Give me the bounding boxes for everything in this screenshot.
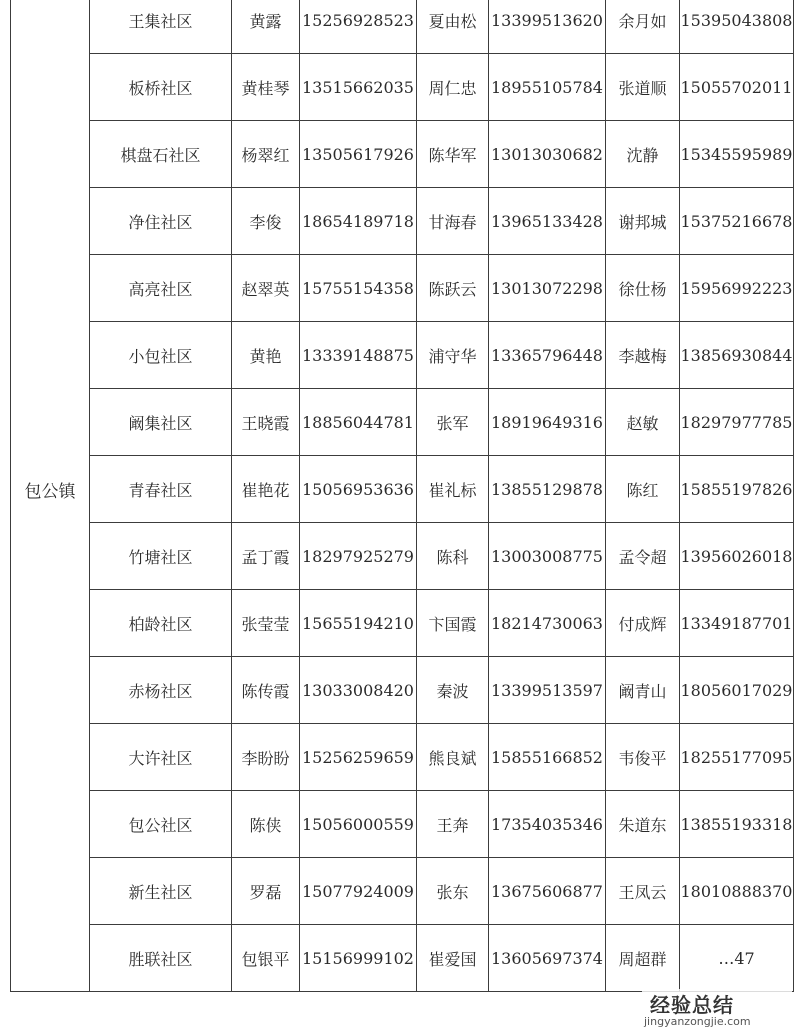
contact2-name-cell: 陈科 [417, 523, 489, 590]
contact3-phone-cell: 15055702011 [680, 54, 794, 121]
contact2-name-cell: 周仁忠 [417, 54, 489, 121]
contact1-name-cell: 陈传霞 [232, 657, 300, 724]
contact3-name-cell: 谢邦城 [606, 188, 680, 255]
contact1-name-cell: 黄桂琴 [232, 54, 300, 121]
community-cell: 阚集社区 [90, 389, 232, 456]
contact1-name-cell: 李盼盼 [232, 724, 300, 791]
table-body [11, 0, 794, 992]
table-row [11, 0, 794, 54]
table-row [11, 724, 794, 791]
contact3-phone-cell: 18297977785 [680, 389, 794, 456]
contact1-name-cell: 杨翠红 [232, 121, 300, 188]
contact2-name-cell: 崔礼标 [417, 456, 489, 523]
table-row [11, 255, 794, 322]
community-cell: 王集社区 [90, 0, 232, 54]
contact2-phone-cell: 18955105784 [489, 54, 606, 121]
table-row [11, 389, 794, 456]
table-row [11, 925, 794, 992]
contact2-name-cell: 崔爱国 [417, 925, 489, 992]
contact1-name-cell: 张莹莹 [232, 590, 300, 657]
contact2-phone-cell: 13365796448 [489, 322, 606, 389]
contact1-phone-cell: 18856044781 [300, 389, 417, 456]
community-cell: 板桥社区 [90, 54, 232, 121]
contact3-phone-cell: …47 [680, 925, 794, 992]
table-row [11, 657, 794, 724]
contact1-phone-cell: 15256928523 [300, 0, 417, 54]
contact2-name-cell: 王奔 [417, 791, 489, 858]
contact3-name-cell: 陈红 [606, 456, 680, 523]
contact3-name-cell: 李越梅 [606, 322, 680, 389]
community-cell: 新生社区 [90, 858, 232, 925]
watermark-logo [650, 989, 734, 1018]
contact3-name-cell: 付成辉 [606, 590, 680, 657]
contact2-phone-cell: 13013030682 [489, 121, 606, 188]
contact2-name-cell: 甘海春 [417, 188, 489, 255]
contact2-phone-cell: 18214730063 [489, 590, 606, 657]
contact3-name-cell: 赵敏 [606, 389, 680, 456]
community-cell: 赤杨社区 [90, 657, 232, 724]
contact3-name-cell: 徐仕杨 [606, 255, 680, 322]
table-row [11, 322, 794, 389]
contact1-name-cell: 李俊 [232, 188, 300, 255]
contact1-name-cell: 孟丁霞 [232, 523, 300, 590]
community-cell: 小包社区 [90, 322, 232, 389]
contact1-phone-cell: 15156999102 [300, 925, 417, 992]
contact2-phone-cell: 17354035346 [489, 791, 606, 858]
contact3-name-cell: 阚青山 [606, 657, 680, 724]
community-cell: 竹塘社区 [90, 523, 232, 590]
watermark-url: jingyanzongjie.com [644, 1015, 751, 1028]
contact2-name-cell: 夏由松 [417, 0, 489, 54]
table-row [11, 791, 794, 858]
contact3-name-cell: 余月如 [606, 0, 680, 54]
contact3-name-cell: 沈静 [606, 121, 680, 188]
contact2-name-cell: 浦守华 [417, 322, 489, 389]
contact3-name-cell: 韦俊平 [606, 724, 680, 791]
contact2-phone-cell: 18919649316 [489, 389, 606, 456]
contact3-phone-cell: 15855197826 [680, 456, 794, 523]
contact1-phone-cell: 13505617926 [300, 121, 417, 188]
contact2-name-cell: 张东 [417, 858, 489, 925]
contact1-phone-cell: 15056953636 [300, 456, 417, 523]
table-row [11, 590, 794, 657]
contact3-name-cell: 孟令超 [606, 523, 680, 590]
contact3-name-cell: 张道顺 [606, 54, 680, 121]
contact2-phone-cell: 13855129878 [489, 456, 606, 523]
community-cell: 净住社区 [90, 188, 232, 255]
contact2-name-cell: 熊良斌 [417, 724, 489, 791]
contact1-name-cell: 王晓霞 [232, 389, 300, 456]
town-cell: 包公镇 [11, 0, 90, 992]
contact1-name-cell: 崔艳花 [232, 456, 300, 523]
contact1-name-cell: 陈侠 [232, 791, 300, 858]
contact2-name-cell: 陈跃云 [417, 255, 489, 322]
contact1-name-cell: 罗磊 [232, 858, 300, 925]
contact3-phone-cell: 15375216678 [680, 188, 794, 255]
contact3-phone-cell: 15956992223 [680, 255, 794, 322]
contact1-name-cell: 黄艳 [232, 322, 300, 389]
community-cell: 柏龄社区 [90, 590, 232, 657]
contact3-phone-cell: 13855193318 [680, 791, 794, 858]
contact2-name-cell: 卞国霞 [417, 590, 489, 657]
contact3-phone-cell: 18056017029 [680, 657, 794, 724]
contact1-phone-cell: 18297925279 [300, 523, 417, 590]
contact3-name-cell: 朱道东 [606, 791, 680, 858]
contact1-name-cell: 黄露 [232, 0, 300, 54]
contact1-name-cell: 包银平 [232, 925, 300, 992]
contact1-phone-cell: 13033008420 [300, 657, 417, 724]
community-cell: 青春社区 [90, 456, 232, 523]
contact1-phone-cell: 13339148875 [300, 322, 417, 389]
contact1-phone-cell: 15077924009 [300, 858, 417, 925]
community-cell: 棋盘石社区 [90, 121, 232, 188]
contact2-phone-cell: 13605697374 [489, 925, 606, 992]
contact-table [10, 0, 794, 992]
contact3-phone-cell: 13349187701 [680, 590, 794, 657]
table-row [11, 456, 794, 523]
watermark-logo-text: 经验总结 [650, 993, 734, 1017]
watermark [642, 989, 792, 1031]
table-row [11, 858, 794, 925]
contact3-phone-cell: 18255177095 [680, 724, 794, 791]
contact2-phone-cell: 13675606877 [489, 858, 606, 925]
contact2-phone-cell: 13003008775 [489, 523, 606, 590]
contact2-phone-cell: 13399513620 [489, 0, 606, 54]
table-row [11, 188, 794, 255]
contact1-phone-cell: 15655194210 [300, 590, 417, 657]
contact2-phone-cell: 15855166852 [489, 724, 606, 791]
contact3-phone-cell: 13956026018 [680, 523, 794, 590]
community-cell: 大许社区 [90, 724, 232, 791]
contact3-name-cell: 周超群 [606, 925, 680, 992]
community-cell: 高亮社区 [90, 255, 232, 322]
contact1-phone-cell: 15755154358 [300, 255, 417, 322]
contact3-name-cell: 王凤云 [606, 858, 680, 925]
community-cell: 胜联社区 [90, 925, 232, 992]
table-row [11, 523, 794, 590]
contact1-phone-cell: 15056000559 [300, 791, 417, 858]
table-row [11, 54, 794, 121]
contact2-phone-cell: 13013072298 [489, 255, 606, 322]
contact3-phone-cell: 15395043808 [680, 0, 794, 54]
contact3-phone-cell: 13856930844 [680, 322, 794, 389]
contact1-name-cell: 赵翠英 [232, 255, 300, 322]
table-row [11, 121, 794, 188]
contact2-phone-cell: 13399513597 [489, 657, 606, 724]
contact2-name-cell: 张军 [417, 389, 489, 456]
contact1-phone-cell: 15256259659 [300, 724, 417, 791]
contact3-phone-cell: 18010888370 [680, 858, 794, 925]
contact2-name-cell: 陈华军 [417, 121, 489, 188]
contact3-phone-cell: 15345595989 [680, 121, 794, 188]
community-cell: 包公社区 [90, 791, 232, 858]
contact2-phone-cell: 13965133428 [489, 188, 606, 255]
contact2-name-cell: 秦波 [417, 657, 489, 724]
contact1-phone-cell: 18654189718 [300, 188, 417, 255]
contact1-phone-cell: 13515662035 [300, 54, 417, 121]
